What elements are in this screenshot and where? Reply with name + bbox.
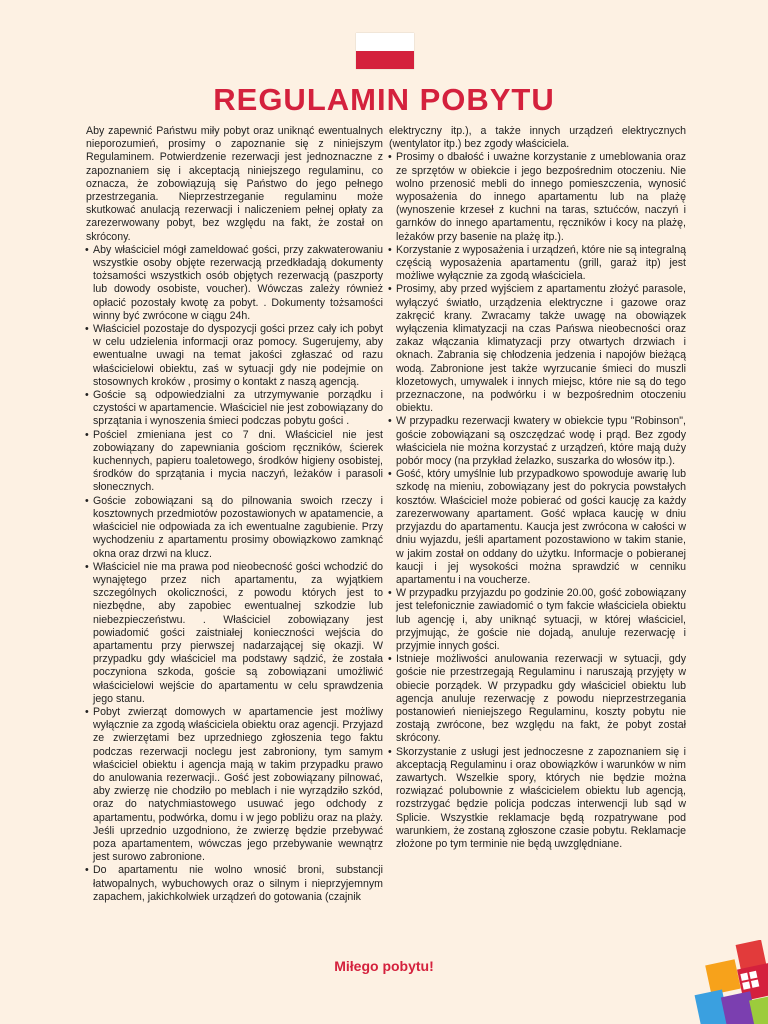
rule-item: • Pobyt zwierząt domowych w apartamencie jest możliwy wyłącznie za zgodą właściciela obiektu oraz agencji. Przyjazd ze zwierzętami bez uprzedniego zgłoszenia tego faktu podczas rezerwacji noclegu jest zabroniony, tym samym właściciel obiektu i agencja mają w takim przypadku prawo do anulowania rezerwacji.. Gość jest zobowiązany pilnować, aby zwierzę nie chodziło po meblach i nie wyrządziło szkód, oraz do natychmiastowego usuwać jego odchody z apartamentu, podwórka, domu i w jego pobliżu oraz na plaży. Jeśli uprzednio uzgodniono, że zwierzę będzie przebywać poza apartamentem, wówczas jego przebywanie wewnątrz jest surowo zabronione. bbox=[86, 706, 383, 864]
flag-red-stripe bbox=[356, 51, 414, 69]
rule-item-continuation: elektryczny itp.), a także innych urządzeń elektrycznych (wentylator itp.) bez zgody właściciela. bbox=[389, 125, 686, 151]
rule-item: • W przypadku rezerwacji kwatery w obiekcie typu "Robinson", goście zobowiązani są oszczędzać wodę i prąd. Bez zgody właściciela nie można korzystać z urządzeń, które mają duży pobór mocy (na przykład żelazko, suszarka do włosów itp.). bbox=[389, 415, 686, 468]
rule-item: • Goście są odpowiedzialni za utrzymywanie porządku i czystości w apartamencie. Właściciel nie jest zobowiązany do sprzątania i wynoszenia śmieci podczas pobytu gości . bbox=[86, 389, 383, 429]
rule-item: • Korzystanie z wyposażenia i urządzeń, które nie są integralną częścią wyposażenia apartamentu (grill, garaż itp) jest możliwe wyłącznie za zgodą właściciela. bbox=[389, 244, 686, 284]
rule-item: • Goście zobowiązani są do pilnowania swoich rzeczy i kosztownych przedmiotów pozostawionych w apatamencie, a właściciel nie odpowiada za ich ewentualne zagubienie. Przy wychodzeniu z apartamentu prosimy obowiązkowo zamknąć okna oraz drzwi na klucz. bbox=[86, 495, 383, 561]
polish-flag-icon bbox=[356, 33, 414, 69]
flag-white-stripe bbox=[356, 33, 414, 51]
rule-item: • Właściciel pozostaje do dyspozycji gości przez cały ich pobyt w celu udzielenia informacji oraz pomocy. Sugerujemy, aby ewentualne uwagi na temat jakości zgłaszać od razu właścicielowi obiektu, zaś w sytuacji gdy nie podejmie on stosownych kroków , prosimy o kontakt z naszą agencją. bbox=[86, 323, 383, 389]
grid-logo-icon bbox=[740, 970, 761, 991]
right-column bbox=[389, 125, 686, 851]
brand-decoration-icon bbox=[694, 940, 768, 1024]
rule-item: • W przypadku przyjazdu po godzinie 20.00, gość zobowiązany jest telefonicznie zawiadomić o tym fakcie właściciela obiektu lub agencję i, aby uniknąć sytuacji, w której właściciel, przyjmując, że goście nie dojadą, anuluje rezerwację i przyjmie innych gości. bbox=[389, 587, 686, 653]
right-rules-list bbox=[389, 125, 686, 851]
rule-item: • Pościel zmieniana jest co 7 dni. Właściciel nie jest zobowiązany do zapewniania gościom ręczników, ścierek kuchennych, papieru toaletowego, środków higieny osobistej, środków do sprzątania i mycia naczyń, leżaków i parasoli słonecznych. bbox=[86, 429, 383, 495]
left-column bbox=[86, 125, 383, 904]
page-title: REGULAMIN POBYTU bbox=[213, 82, 555, 117]
rule-item: • Gość, który umyślnie lub przypadkowo spowoduje awarię lub szkodę na mieniu, zobowiązany jest do pokrycia powstałych kosztów. Właściciel może pobierać od gości kaucję za każdy zarezerwowany apartament. Gość wpłaca kaucję w dniu przyjazdu do apartamentu. Kaucja jest zwrócona w całości w dniu wyjazdu, jeśli apartament pozostawiono w takim stanie, w jakim został on oddany do użytku. Informacje o pobieranej kaucji i jej wysokości można sprawdzić w cenniku apartamentu i na voucherze. bbox=[389, 468, 686, 587]
rule-item: • Istnieje możliwości anulowania rezerwacji w sytuacji, gdy goście nie przestrzegają Regulaminu i naruszają przyjęty w obiecie porządek. W przypadku gdy właściciel obiektu lub agencja anuluje rezerwację z powodu nieprzestrzegania postanowień nieniejszego Regulaminu, koszty pobytu nie zostają zwrócone, bez względu na fakt, że pobyt został skrócony. bbox=[389, 653, 686, 745]
rule-item: • Skorzystanie z usługi jest jednoczesne z zapoznaniem się i akceptacją Regulaminu i oraz obowiązków i warunków w nim zawartych. Wszelkie spory, których nie będzie można rozwiązać polubownie z właścicielem obiektu lub agencją, rozstrzygać będzie policja podczas interwencji lub sąd w Splicie. Wszystkie reklamacje będą rozpatrywane pod warunkiem, że zostaną zgłoszone czasie pobytu. Reklamacje złożone po tym terminie nie będą uwzględniane. bbox=[389, 746, 686, 852]
left-rules-list bbox=[86, 244, 383, 904]
rule-item: • Do apartamentu nie wolno wnosić broni, substancji łatwopalnych, wybuchowych oraz o silnym i nieprzyjemnym zapachem, jakichkolwiek urządzeń do gotowania (czajnik bbox=[86, 864, 383, 904]
rule-item: • Prosimy o dbałość i uważne korzystanie z umeblowania oraz ze sprzętów w obiekcie i jego bezpośrednim otoczeniu. Nie wolno przenosić mebli do innego pomieszczenia, wynosić wyposażenia do innego apartamentu lub na plażę (wynoszenie krzeseł z kuchni na taras, sztućców, naczyń i garnków do innego apartamentu, ręczników i kocy na plażę, leżaków przy basenie na plażę itp.). bbox=[389, 151, 686, 243]
rule-item: • Aby właściciel mógł zameldować gości, przy zakwaterowaniu wszystkie osoby objęte rezerwacją przedkładają dokumenty tożsamości wszystkich osób objętych rezerwacją (paszporty lub dowody osobiste, voucher). Wówczas zależy również opłacić pozostały kwotę za pobyt. . Dokumenty tożsamości winny być zwrócone w ciągu 24h. bbox=[86, 244, 383, 323]
intro-paragraph: Aby zapewnić Państwu miły pobyt oraz uniknąć ewentualnych nieporozumień, prosimy o zapoznanie się z niniejszym Regulaminem. Potwierdzenie rezerwacji jest jednoznaczne z zapoznaniem się i akceptacją niniejszego regulaminu, co oznacza, że zobowiązują się Państwo do jego pełnego przestrzegania. Nieprzestrzeganie regulaminu może skutkować anulacją rezerwacji i naliczeniem pełnej opłaty za zarezerwowany pobyt, bez względu na fakt, że został on skrócony. bbox=[86, 125, 383, 243]
rule-item: • Właściciel nie ma prawa pod nieobecność gości wchodzić do wynajętego przez nich apartamentu, za wyjątkiem szczególnych okoliczności, z powodu których jest to niezbędne, aby zapobiec ewentualnej szkodzie lub niebezpieczeństwu. . Właściciel zobowiązany jest powiadomić gości zaistniałej konieczności wejścia do apartamentu przy pierwszej nadarzającej się okazji. W przypadku gdy właściciel ma podstawy sądzić, że została poczyniona szkoda, goście są zobowiązani umożliwić właścicielowi wejście do apartamentu w celu sprawdzenia jego stanu. bbox=[86, 561, 383, 706]
rule-item: • Prosimy, aby przed wyjściem z apartamentu złożyć parasole, wyłączyć światło, urządzenia elektryczne i gazowe oraz zakręcić krany. Zwracamy także uwagę na obowiązek wyłączenia klimatyzacji na czas Pańswa nieobecności oraz zakaz włączania klimatyzacji przy otwartych drzwiach i oknach. Zabrania się chłodzenia jedzenia i napojów bieżącą wodą. Zabronione jest także wyrzucanie śmieci do muszli klozetowych, umywalek i innych miejsc, które nie są do tego przeznaczone, na podwórku i w bezpośrednim otoczeniu obiektu. bbox=[389, 283, 686, 415]
closing-greeting: Miłego pobytu! bbox=[334, 958, 434, 974]
